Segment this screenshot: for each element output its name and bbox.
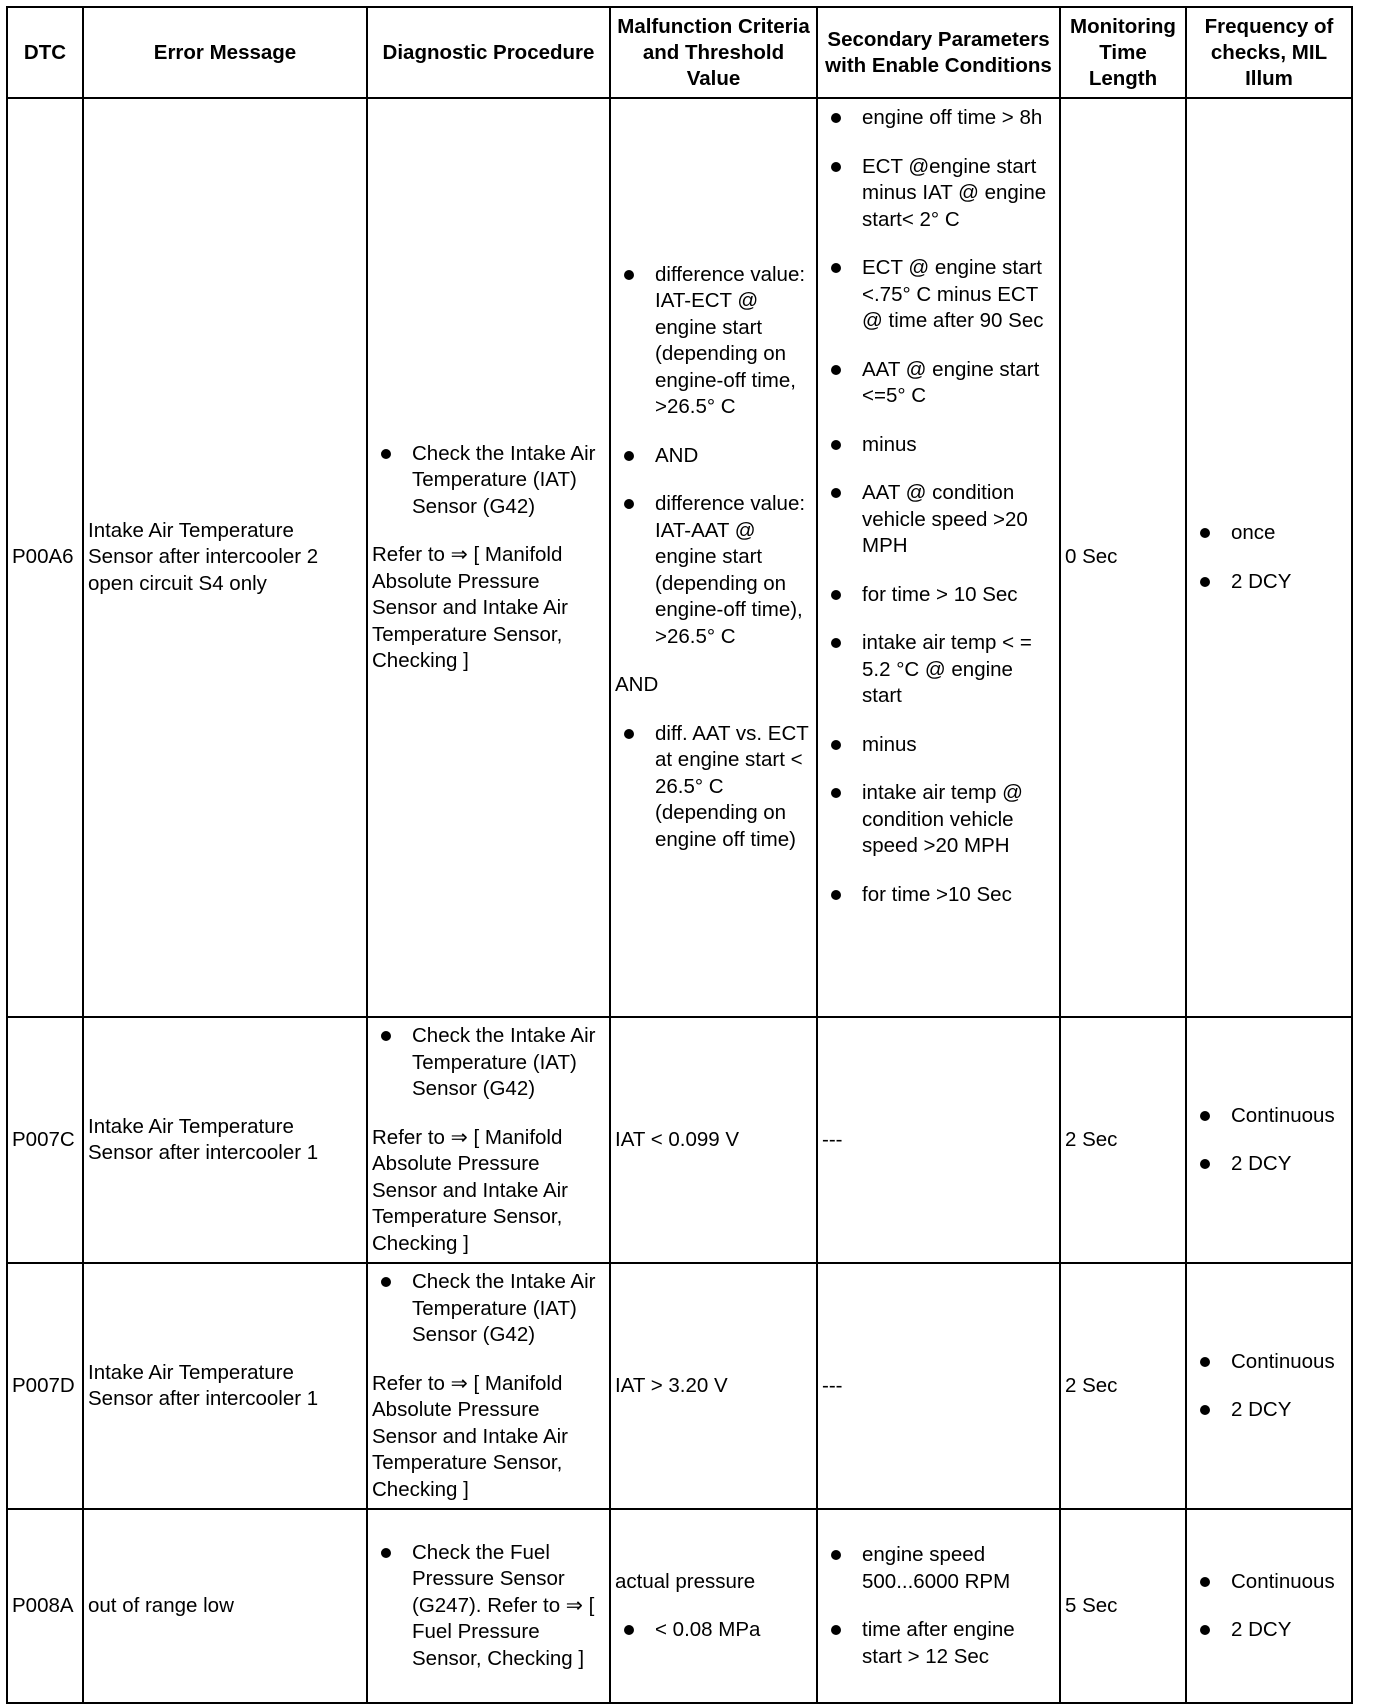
secondary-item: ECT @ engine start <.75° C minus ECT @ time after 90 Sec	[822, 255, 1055, 335]
frequency-item: Continuous	[1191, 1569, 1347, 1596]
secondary-list	[822, 105, 1055, 908]
secondary-item: minus	[822, 432, 1055, 459]
monitoring-time: 5 Sec	[1060, 1509, 1186, 1703]
secondary-item: AAT @ condition vehicle speed >20 MPH	[822, 480, 1055, 560]
secondary-parameters: ---	[817, 1263, 1060, 1509]
procedure-refer: Refer to ⇒ [ Manifold Absolute Pressure Sensor and Intake Air Temperature Sensor, Checking ]	[372, 543, 569, 672]
table-row	[7, 1509, 1352, 1703]
header-error-message: Error Message	[83, 7, 367, 98]
dtc-code: P007D	[7, 1263, 83, 1509]
diagnostic-procedure	[367, 1509, 610, 1703]
secondary-item: for time >10 Sec	[822, 882, 1055, 909]
secondary-item: engine speed 500...6000 RPM	[822, 1542, 1055, 1595]
frequency-item: 2 DCY	[1191, 1617, 1347, 1644]
header-malfunction-criteria: Malfunction Criteria and Threshold Value	[610, 7, 817, 98]
secondary-item: intake air temp < = 5.2 °C @ engine start	[822, 630, 1055, 710]
malfunction-criteria: IAT < 0.099 V	[610, 1017, 817, 1263]
criteria-item: AND	[615, 443, 812, 470]
frequency-item: 2 DCY	[1191, 569, 1347, 596]
dtc-code: P008A	[7, 1509, 83, 1703]
frequency-item: once	[1191, 520, 1347, 547]
table-row	[7, 1017, 1352, 1263]
header-diagnostic-procedure: Diagnostic Procedure	[367, 7, 610, 98]
secondary-item: ECT @engine start minus IAT @ engine start< 2° C	[822, 154, 1055, 234]
criteria-list	[615, 262, 812, 651]
header-dtc: DTC	[7, 7, 83, 98]
dtc-code: P007C	[7, 1017, 83, 1263]
header-frequency: Frequency of checks, MIL Illum	[1186, 7, 1352, 98]
secondary-parameters	[817, 1509, 1060, 1703]
secondary-parameters: ---	[817, 1017, 1060, 1263]
dtc-code: P00A6	[7, 98, 83, 1017]
diagnostic-procedure	[367, 1017, 610, 1263]
secondary-item: AAT @ engine start <=5° C	[822, 357, 1055, 410]
frequency	[1186, 1509, 1352, 1703]
secondary-item: time after engine start > 12 Sec	[822, 1617, 1055, 1670]
criteria-item: < 0.08 MPa	[615, 1617, 812, 1644]
frequency	[1186, 98, 1352, 1017]
table-row	[7, 98, 1352, 1017]
diagnostic-procedure	[367, 1263, 610, 1509]
procedure-list	[372, 441, 605, 521]
error-message: Intake Air Temperature Sensor after intercooler 1	[83, 1263, 367, 1509]
procedure-list	[372, 1269, 605, 1349]
procedure-bullet: Check the Fuel Pressure Sensor (G247). Refer to ⇒ [ Fuel Pressure Sensor, Checking ]	[372, 1540, 605, 1673]
header-secondary-parameters: Secondary Parameters with Enable Conditions	[817, 7, 1060, 98]
frequency-item: 2 DCY	[1191, 1151, 1347, 1178]
header-monitoring-time: Monitoring Time Length	[1060, 7, 1186, 98]
procedure-refer: Refer to ⇒ [ Manifold Absolute Pressure Sensor and Intake Air Temperature Sensor, Checking ]	[372, 1125, 569, 1255]
frequency-item: Continuous	[1191, 1103, 1347, 1130]
criteria-item: difference value: IAT-ECT @ engine start (depending on engine-off time, >26.5° C	[615, 262, 812, 421]
header-row	[7, 7, 1352, 98]
malfunction-criteria	[610, 98, 817, 1017]
malfunction-criteria	[610, 1509, 817, 1703]
frequency	[1186, 1263, 1352, 1509]
dtc-table	[6, 6, 1353, 1704]
secondary-parameters	[817, 98, 1060, 1017]
frequency-list	[1191, 1569, 1347, 1644]
criteria-list	[615, 1617, 812, 1644]
procedure-bullet: Check the Intake Air Temperature (IAT) Sensor (G42)	[372, 1023, 605, 1103]
diagnostic-procedure	[367, 98, 610, 1017]
criteria-and: AND	[615, 673, 659, 697]
secondary-item: for time > 10 Sec	[822, 582, 1055, 609]
monitoring-time: 2 Sec	[1060, 1263, 1186, 1509]
criteria-item: difference value: IAT-AAT @ engine start (depending on engine-off time), >26.5° C	[615, 491, 812, 650]
procedure-bullet: Check the Intake Air Temperature (IAT) Sensor (G42)	[372, 1269, 605, 1349]
frequency-list	[1191, 520, 1347, 595]
error-message: Intake Air Temperature Sensor after intercooler 1	[83, 1017, 367, 1263]
secondary-item: intake air temp @ condition vehicle speed >20 MPH	[822, 780, 1055, 860]
malfunction-criteria: IAT > 3.20 V	[610, 1263, 817, 1509]
criteria-list	[615, 721, 812, 854]
frequency-item: 2 DCY	[1191, 1397, 1347, 1424]
error-message: out of range low	[83, 1509, 367, 1703]
criteria-item: diff. AAT vs. ECT at engine start < 26.5° C (depending on engine off time)	[615, 721, 812, 854]
secondary-list	[822, 1542, 1055, 1670]
secondary-item: minus	[822, 732, 1055, 759]
criteria-text: actual pressure	[615, 1569, 756, 1593]
table-row	[7, 1263, 1352, 1509]
error-message: Intake Air Temperature Sensor after intercooler 2 open circuit S4 only	[83, 98, 367, 1017]
procedure-refer: Refer to ⇒ [ Manifold Absolute Pressure Sensor and Intake Air Temperature Sensor, Checking ]	[372, 1371, 569, 1501]
frequency-list	[1191, 1103, 1347, 1178]
monitoring-time: 2 Sec	[1060, 1017, 1186, 1263]
procedure-list	[372, 1540, 605, 1673]
frequency	[1186, 1017, 1352, 1263]
procedure-bullet: Check the Intake Air Temperature (IAT) Sensor (G42)	[372, 441, 605, 521]
monitoring-time: 0 Sec	[1060, 98, 1186, 1017]
procedure-list	[372, 1023, 605, 1103]
frequency-list	[1191, 1349, 1347, 1424]
frequency-item: Continuous	[1191, 1349, 1347, 1376]
secondary-item: engine off time > 8h	[822, 105, 1055, 132]
